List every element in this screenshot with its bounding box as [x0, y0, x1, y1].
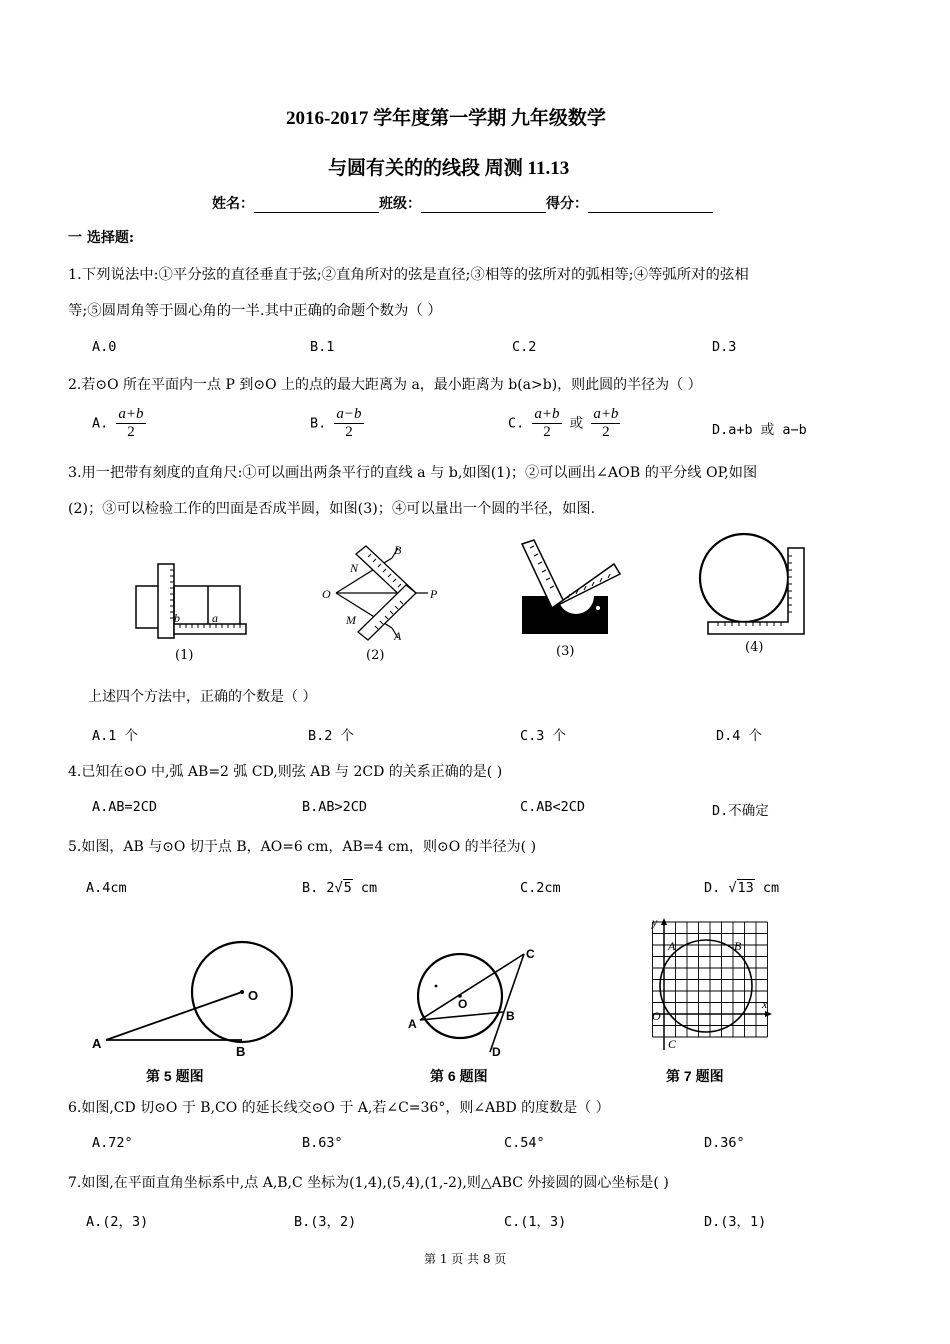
q7-option-a[interactable]: A.(2，3)	[86, 1214, 149, 1230]
class-label: 班级：	[379, 195, 421, 211]
page-footer: 第 1 页 共 8 页	[424, 1252, 507, 1266]
fig7-label-b: B	[734, 939, 742, 953]
fig6-label-c: C	[526, 947, 535, 961]
q2-c-den2: 2	[602, 424, 610, 440]
q7-stem: 7.如图,在平面直角坐标系中,点 A,B,C 坐标为(1,4),(5,4),(1,-2),则△ABC 外接圆的圆心坐标是( )	[68, 1175, 669, 1191]
q5-option-b[interactable]	[302, 880, 377, 896]
fig6-label-o: O	[458, 997, 468, 1011]
q7-option-d[interactable]: D.(3，1)	[704, 1214, 767, 1230]
q2-c-num1: a+b	[534, 406, 560, 422]
q6-stem: 6.如图,CD 切⊙O 于 B,CO 的延长线交⊙O 于 A,若∠C=36°，则∠ABD 的度数是（ ）	[68, 1100, 610, 1116]
q2-a-den: 2	[127, 424, 135, 440]
page-title: 2016-2017 学年度第一学期 九年级数学	[286, 108, 606, 129]
q2-option-b[interactable]	[310, 406, 364, 441]
fig6-caption: 第 6 题图	[430, 1068, 488, 1084]
student-info-row	[212, 193, 713, 213]
q1-option-b[interactable]: B.1	[310, 339, 335, 355]
fig3-caption: (3)	[556, 644, 575, 659]
q2-c-prefix: C.	[508, 415, 525, 432]
q1-option-d[interactable]: D.3	[712, 339, 737, 355]
class-blank[interactable]	[421, 198, 546, 213]
q6-option-b[interactable]: B.63°	[302, 1135, 343, 1151]
q4-stem: 4.已知在⊙O 中,弧 AB=2 弧 CD,则弦 AB 与 2CD 的关系正确的是( )	[68, 764, 503, 780]
fig6-label-d: D	[492, 1045, 501, 1059]
q5-d-unit: cm	[754, 880, 780, 896]
fig7-label-y: y	[652, 915, 658, 929]
q3-option-b[interactable]: B.2 个	[308, 728, 355, 744]
q1-option-a[interactable]: A.0	[92, 339, 117, 355]
fig2-caption: (2)	[366, 648, 385, 663]
q2-a-prefix: A.	[92, 415, 109, 432]
q5-b-unit: cm	[352, 880, 378, 896]
q3-line2: (2)；③可以检验工作的凹面是否成半圆，如图(3)；④可以量出一个圆的半径，如图.	[68, 501, 596, 517]
fig2-label-b: B	[394, 543, 402, 557]
fig4-caption: (4)	[745, 640, 764, 655]
q5-d-prefix: D.	[704, 880, 729, 896]
q3-line1: 3.用一把带有刻度的直角尺:①可以画出两条平行的直线 a 与 b,如图(1)；②可以画出∠AOB 的平分线 OP,如图	[68, 465, 758, 481]
name-label: 姓名：	[212, 195, 254, 211]
q2-c-den1: 2	[543, 424, 551, 440]
q7-option-b[interactable]: B.(3，2)	[294, 1214, 357, 1230]
q2-b-num: a−b	[336, 406, 362, 422]
q5-stem: 5.如图，AB 与⊙O 切于点 B，AO=6 cm，AB=4 cm，则⊙O 的半径为( )	[68, 839, 537, 855]
score-blank[interactable]	[588, 198, 713, 213]
figure-1-parallel-lines	[130, 560, 250, 640]
q2-c-num2: a+b	[593, 406, 619, 422]
q2-c-fraction-2	[591, 406, 620, 441]
fig7-caption: 第 7 题图	[666, 1068, 724, 1084]
q3-option-d[interactable]: D.4 个	[716, 728, 763, 744]
q5-b-radicand: 5	[343, 880, 352, 896]
q1-line2: 等;⑤圆周角等于圆心角的一半.其中正确的命题个数为（ ）	[68, 303, 442, 319]
fig2-label-p: P	[430, 587, 438, 601]
fig1-caption: (1)	[175, 648, 194, 663]
sqrt-icon: √	[728, 880, 737, 896]
fig5-caption: 第 5 题图	[146, 1068, 204, 1084]
q2-b-fraction	[334, 406, 363, 441]
q6-option-d[interactable]: D.36°	[704, 1135, 745, 1151]
name-blank[interactable]	[254, 198, 379, 213]
q5-option-c[interactable]: C.2cm	[520, 880, 561, 896]
q2-c-fraction-1	[532, 406, 561, 441]
sqrt-icon: √	[334, 880, 343, 896]
score-label: 得分：	[546, 195, 588, 211]
q2-option-a[interactable]	[92, 406, 146, 441]
figure-q5-tangent	[88, 938, 328, 1058]
figure-4-measure-radius	[694, 536, 814, 636]
q7-option-c[interactable]: C.(1，3)	[504, 1214, 567, 1230]
q4-option-c[interactable]: C.AB<2CD	[520, 799, 586, 815]
fig7-label-c: C	[668, 1037, 677, 1051]
q2-option-d[interactable]: D.a+b 或 a−b	[712, 422, 807, 438]
fig7-label-x: x	[762, 997, 768, 1011]
q3-prompt: 上述四个方法中，正确的个数是（ ）	[88, 689, 317, 705]
q3-option-c[interactable]: C.3 个	[520, 728, 567, 744]
q3-option-a[interactable]: A.1 个	[92, 728, 139, 744]
fig2-label-a: A	[394, 629, 402, 643]
fig5-label-o: O	[248, 988, 259, 1003]
fig5-label-b: B	[236, 1044, 246, 1059]
q2-a-fraction	[116, 406, 145, 441]
fig7-label-a: A	[668, 939, 676, 953]
q1-option-c[interactable]: C.2	[512, 339, 537, 355]
q2-stem: 2.若⊙O 所在平面内一点 P 到⊙O 上的点的最大距离为 a，最小距离为 b(a>b)，则此圆的半径为（ ）	[68, 377, 702, 393]
q5-option-a[interactable]: A.4cm	[86, 880, 127, 896]
figure-2-angle-bisector	[318, 540, 448, 650]
fig1-label-a: a	[212, 611, 218, 625]
q4-option-b[interactable]: B.AB>2CD	[302, 799, 368, 815]
fig6-label-a: A	[408, 1017, 417, 1031]
q5-b-prefix: B. 2	[302, 880, 335, 896]
page-subtitle: 与圆有关的的线段 周测 11.13	[328, 158, 570, 179]
figure-q7-coordinate-grid	[644, 914, 784, 1054]
fig5-label-a: A	[92, 1036, 102, 1051]
q2-a-num: a+b	[118, 406, 144, 422]
q6-option-a[interactable]: A.72°	[92, 1135, 133, 1151]
q4-option-d[interactable]: D.不确定	[712, 803, 769, 819]
q6-option-c[interactable]: C.54°	[504, 1135, 545, 1151]
q2-c-or: 或	[569, 415, 584, 432]
fig2-label-o: O	[322, 587, 331, 601]
fig2-label-n: N	[350, 561, 359, 575]
q2-b-den: 2	[345, 424, 353, 440]
fig7-label-o: O	[652, 1009, 661, 1023]
q5-option-d[interactable]	[704, 880, 779, 896]
q5-d-radicand: 13	[737, 880, 754, 896]
fig6-label-b: B	[506, 1009, 515, 1023]
q4-option-a[interactable]: A.AB=2CD	[92, 799, 158, 815]
q2-option-c[interactable]	[508, 406, 620, 441]
fig1-label-b: b	[174, 611, 180, 625]
figure-3-semicircle-check	[516, 536, 626, 636]
figure-q6-tangent-cd	[406, 940, 556, 1060]
section-heading: 一 选择题:	[68, 230, 135, 246]
q2-b-prefix: B.	[310, 415, 327, 432]
fig2-label-m: M	[346, 613, 356, 627]
q1-line1: 1.下列说法中:①平分弦的直径垂直于弦;②直角所对的弦是直径;③相等的弦所对的弧相等;④等弧所对的弦相	[68, 267, 749, 283]
